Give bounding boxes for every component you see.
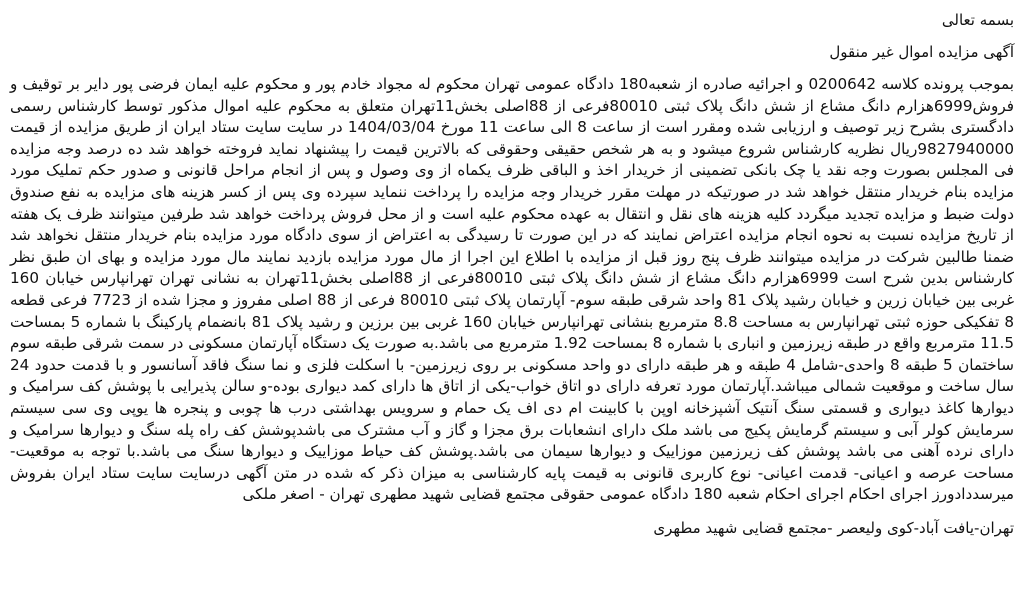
notice-title: آگهی مزایده اموال غیر منقول: [829, 43, 1014, 61]
notice-body: بموجب پرونده کلاسه 0200642 و اجرائیه صادره از شعبه180 دادگاه عمومی تهران محکوم له مجواد خادم پور و محکوم علیه ایمان فرضی پور دایر بر توقیف و فروش6999هزارم دانگ مشاع از شش دانگ پلاک ثبتی 80010فرعی از 88اصلی بخش11تهران متعلق به محکوم علیه اموال مذکور توسط کارشناس رسمی دادگستری بشرح زیر توصیف و ارزیابی شده ومقرر است از ساعت 8 الی ساعت 11 مورخ 1404/03/04 در سایت سایت ستاد ایران از طریق مزایده از قیمت 9827940000ریال نظریه کارشناس شروع میشود و به هر شخص حقیقی وحقوقی که بالاترین قیمت را پیشنهاد نماید فروخته خواهد شد ده درصد وجه مزایده فی المجلس بصورت وجه نقد یا چک بانکی تضمینی از خریدار اخذ و الباقی ظرف یکماه از وی وصول و پس از انجام مراحل قانونی و صدور حکم تملیک مورد مزایده بنام خریدار منتقل خواهد شد در صورتیکه در مهلت مقرر خریدار وجه مزایده را پرداخت ننماید سپرده وی پس از کسر هزینه های مزایده به نفع صندوق دولت ضبط و مزایده تجدید میگردد کلیه هزینه های نقل و انتقال به عهده محکوم علیه است و از محل فروش پرداخت خواهد شد طرفین میتوانند ظرف یک هفته از تاریخ مزایده نسبت به نحوه انجام مزایده اعتراض نمایند که در این صورت تا رسیدگی به اعتراض از سوی دادگاه مورد مزایده بنام خریدار منتقل نخواهد شد ضمنا طالبین شرکت در مزایده میتوانند ظرف پنج روز قبل از مزایده با اطلاع این اجرا از مال مورد مزایده بازدید نمایند مال مورد مزایده و بهای ان طبق نظر کارشناس بدین شرح است 6999هزارم دانگ مشاع از شش دانگ پلاک ثبتی 80010فرعی از 88اصلی بخش11تهران به نشانی تهران تهرانپارس خیابان 160 غربی بین خیابان زرین و خیابان رشید پلاک 81 واحد شرقی طبقه سوم- آپارتمان پلاک ثبتی 80010 فرعی از 88 اصلی مفروز و مجزا شده از 7723 فرعی قطعه 8 تفکیکی حوزه ثبتی تهرانپارس به مساحت 8.8 مترمربع بنشانی تهرانپارس خیابان 160 غربی بین برزین و رشید پلاک 81 بانضمام پارکینگ با شماره 5 بمساحت 11.5 مترمربع واقع در طبقه زیرزمین و انباری با شماره 8 بمساحت 1.92 مترمربع می باشد.به صورت یک دستگاه آپارتمان مسکونی در سمت شرقی طبقه سوم ساختمان 5 طبقه 8 واحدی-شامل 4 طبقه و هر طبقه دارای دو واحد مسکونی بر روی زیرزمین- با اسکلت فلزی و نما سنگ فاقد آسانسور و با قدمت حدود 24 سال ساخت و موقعیت شمالی میباشد.آپارتمان مورد تعرفه دارای دو اتاق خواب-یکی از اتاق ها دارای کمد دیواری بوده-و سالن پذیرایی با پوشش کف سرامیک و دیوارها کاغذ دیواری و قسمتی سنگ آنتیک آشپزخانه اوپن با کابینت ام دی اف یک حمام و سرویس بهداشتی درب ها چوبی و پنجره ها یوپی وی سی سیستم سرمایش کولر آبی و سیستم گرمایش پکیج می باشد ملک دارای انشعابات برق مجزا و گاز و آب مشترک می باشدپوشش کف راه پله سنگ و دیوارها سرامیک و دارای نرده آهنی می باشد پوشش کف زیرزمین موزاییک و دیوارها سیمان می باشد.پوشش کف حیاط موزاییک و دیوارها سنگ می باشد.با توجه به موقعیت- مساحت عرصه و اعیانی- قدمت اعیانی- نوع کاربری قانونی به قیمت پایه کارشناسی به میزان ذکر که شده در متن آگهی درسایت سایت ستاد ایران بفروش میرسددادورز اجرای احکام اجرای احکام شعبه 180 دادگاه عمومی حقوقی مجتمع قضایی شهید مطهری تهران - اصغر ملکی: [10, 75, 1015, 504]
greeting-heading: بسمه تعالی: [941, 11, 1014, 29]
court-address: تهران-یافت آباد-کوی ولیعصر -مجتمع قضایی شهید مطهری: [653, 518, 1014, 537]
